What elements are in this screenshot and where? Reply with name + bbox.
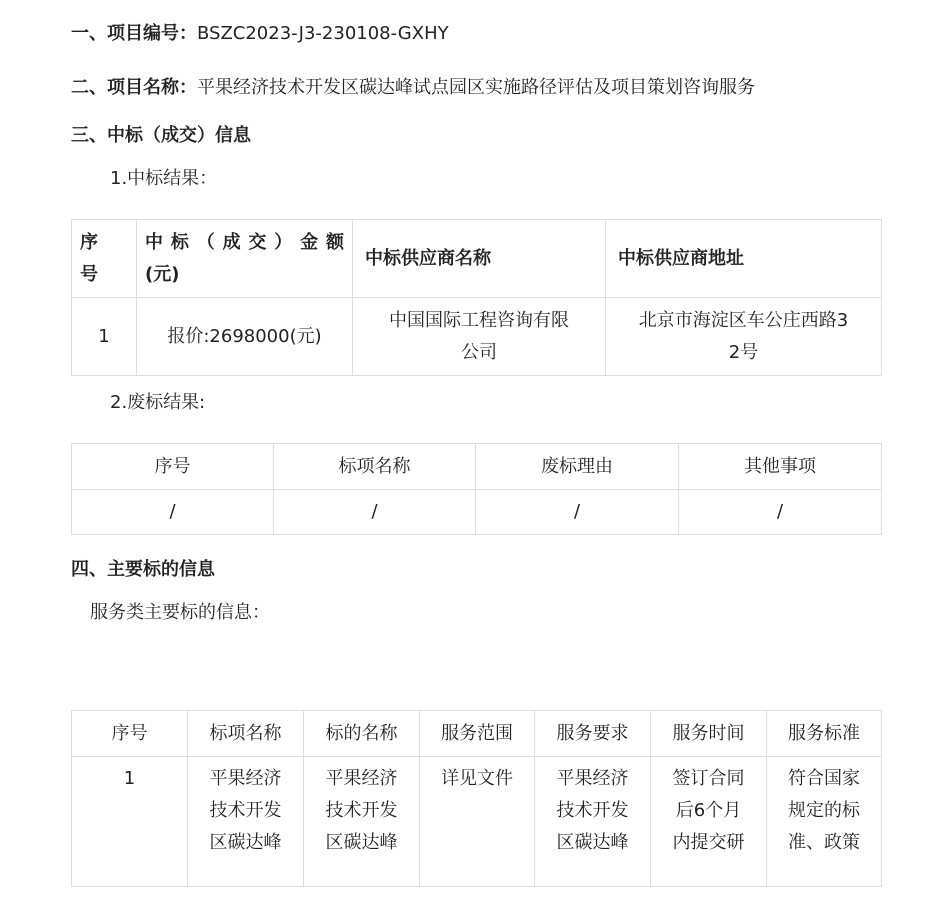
- project-name-label: 二、项目名称：: [71, 77, 197, 98]
- void-table: [71, 443, 882, 535]
- void-table-row: [72, 490, 882, 535]
- service-header-item-name: 标项名称: [188, 711, 304, 757]
- service-row-standard-line1: 符合国家: [788, 768, 860, 789]
- service-row-requirement-line2: 技术开发: [556, 800, 629, 821]
- void-table-header-row: [72, 444, 882, 490]
- award-header-no-line2: 号: [80, 263, 98, 285]
- void-header-item: 标项名称: [274, 444, 476, 490]
- void-header-no: 序号: [72, 444, 274, 490]
- void-header-reason: 废标理由: [476, 444, 679, 490]
- service-header-standard: 服务标准: [767, 711, 882, 757]
- award-header-supplier: 中标供应商名称: [353, 220, 606, 298]
- service-row-subject-name: [304, 757, 420, 887]
- service-row-no: 1: [72, 757, 188, 887]
- subject-info-heading: [71, 556, 215, 584]
- award-info-heading-text: 三、中标（成交）信息: [71, 125, 251, 146]
- service-row-item-name: [188, 757, 304, 887]
- service-row-standard: [767, 757, 882, 887]
- service-row-time-line2: 后6个月: [675, 800, 742, 821]
- service-row-requirement-line3: 区碳达峰: [556, 832, 629, 853]
- award-row-address-line1: 北京市海淀区车公庄西路3: [638, 309, 849, 331]
- service-header-time: 服务时间: [651, 711, 767, 757]
- service-row-standard-line2: 规定的标: [788, 800, 860, 821]
- service-row-time: [651, 757, 767, 887]
- award-header-no-line1: 序: [80, 231, 98, 253]
- void-row-other: /: [679, 490, 882, 535]
- award-row-amount: 报价:2698000(元): [137, 298, 353, 376]
- project-number-line: [71, 20, 449, 48]
- service-row-time-line1: 签订合同: [672, 768, 745, 789]
- subject-info-heading-text: 四、主要标的信息: [71, 559, 215, 580]
- service-row-item-name-line3: 区碳达峰: [209, 832, 282, 853]
- service-table: [71, 710, 882, 887]
- project-name-line: [71, 74, 755, 102]
- award-table-row: [72, 298, 882, 376]
- service-row-requirement-line1: 平果经济: [556, 768, 629, 789]
- award-info-heading: [71, 122, 251, 150]
- service-header-subject-name: 标的名称: [304, 711, 420, 757]
- project-number-label: 一、项目编号：: [71, 23, 197, 44]
- award-header-amount: [137, 220, 353, 298]
- void-header-other: 其他事项: [679, 444, 882, 490]
- service-row-scope: 详见文件: [420, 757, 535, 887]
- award-header-address: 中标供应商地址: [606, 220, 882, 298]
- void-row-reason: /: [476, 490, 679, 535]
- service-row-time-line3: 内提交研: [672, 832, 745, 853]
- award-header-amount-line2: (元): [145, 263, 180, 285]
- void-result-label: 2.废标结果:: [110, 392, 206, 413]
- project-number-value: BSZC2023-J3-230108-GXHY: [197, 23, 449, 44]
- award-header-amount-line1: 中标（成交）金额: [145, 231, 344, 253]
- service-row-item-name-line2: 技术开发: [209, 800, 282, 821]
- service-table-header-row: [72, 711, 882, 757]
- service-subject-label: 服务类主要标的信息：: [90, 602, 270, 623]
- award-header-no: [72, 220, 137, 298]
- service-row-requirement: [535, 757, 651, 887]
- service-row-subject-name-line1: 平果经济: [325, 768, 398, 789]
- award-row-supplier: [353, 298, 606, 376]
- service-row-subject-name-line2: 技术开发: [325, 800, 398, 821]
- award-table: [71, 219, 882, 376]
- service-header-no: 序号: [72, 711, 188, 757]
- award-table-header-row: [72, 220, 882, 298]
- award-result-label: 1.中标结果：: [110, 168, 218, 189]
- service-header-requirement: 服务要求: [535, 711, 651, 757]
- void-row-item: /: [274, 490, 476, 535]
- award-row-no: 1: [72, 298, 137, 376]
- service-table-row: [72, 757, 882, 887]
- void-row-no: /: [72, 490, 274, 535]
- service-header-scope: 服务范围: [420, 711, 535, 757]
- award-row-supplier-line2: 公司: [461, 341, 497, 363]
- service-row-subject-name-line3: 区碳达峰: [325, 832, 398, 853]
- project-name-value: 平果经济技术开发区碳达峰试点园区实施路径评估及项目策划咨询服务: [197, 77, 755, 98]
- service-row-item-name-line1: 平果经济: [209, 768, 282, 789]
- award-row-supplier-line1: 中国国际工程咨询有限: [389, 309, 569, 331]
- award-row-address-line2: 2号: [728, 341, 759, 363]
- service-row-standard-line3: 准、政策: [788, 832, 860, 853]
- award-row-address: [606, 298, 882, 376]
